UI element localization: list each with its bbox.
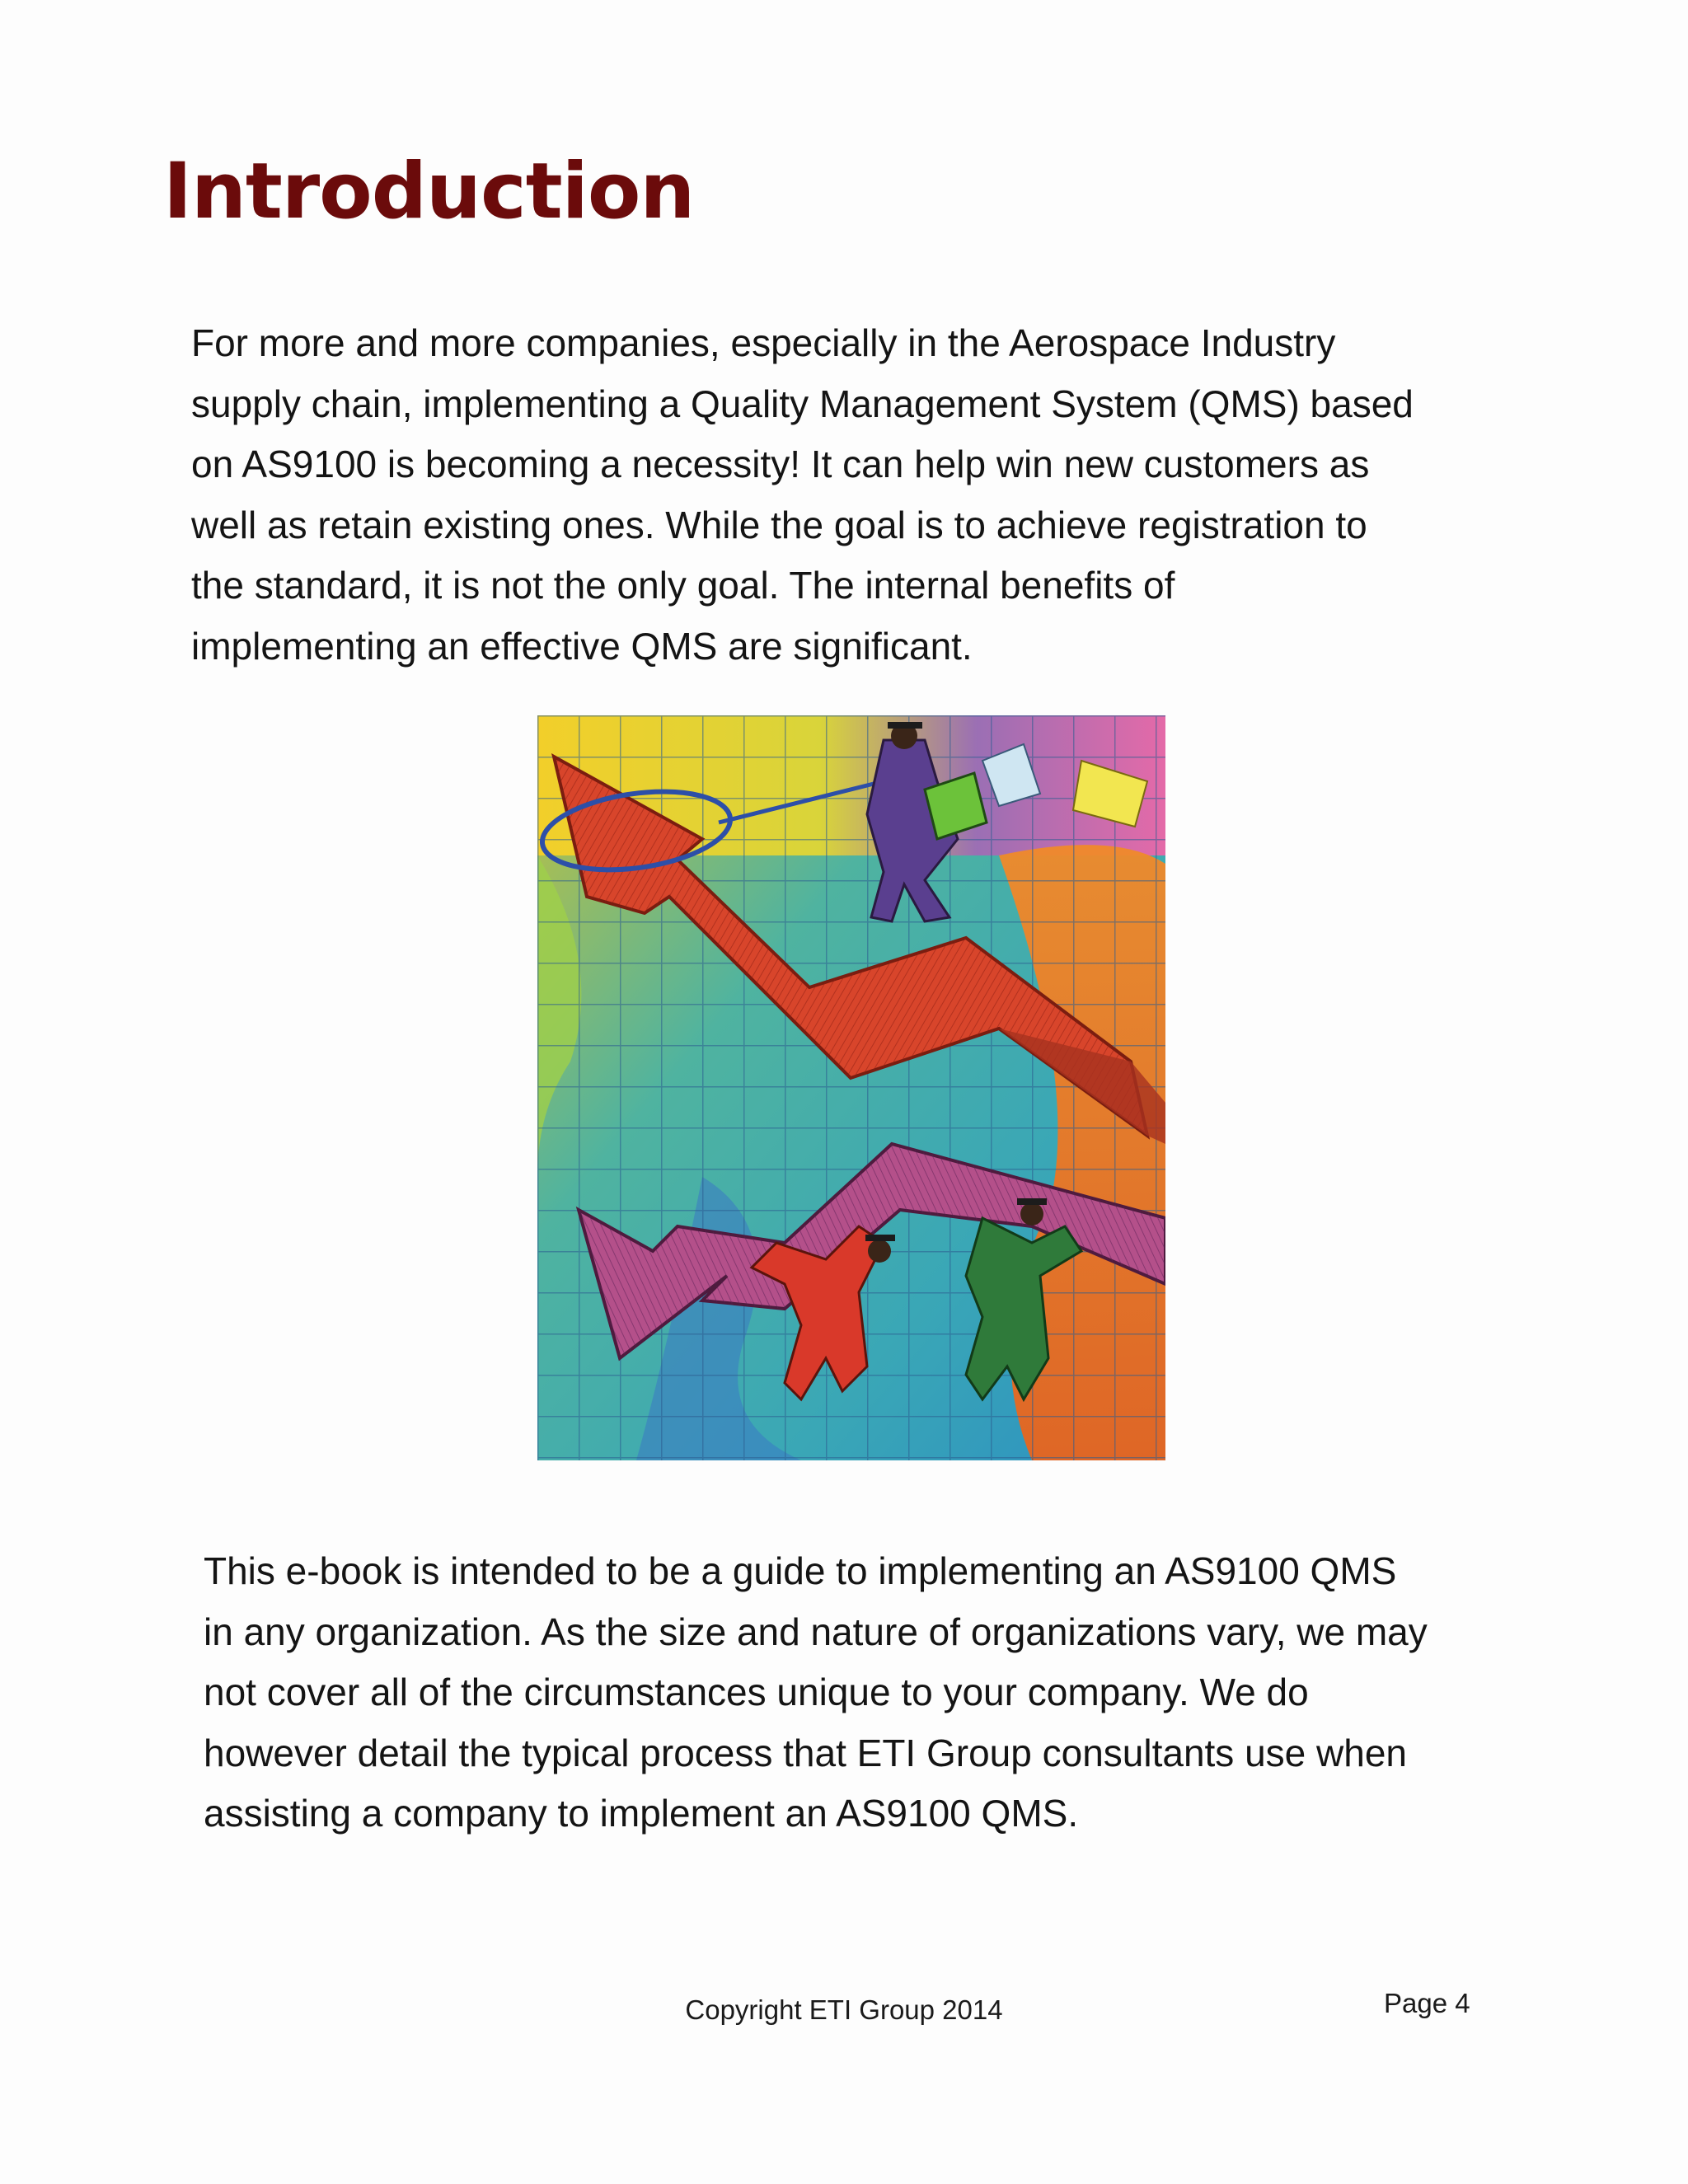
- intro-line: implementing an effective QMS are significant.: [191, 624, 973, 668]
- ebook-line: however detail the typical process that ETI Group consultants use when: [204, 1731, 1408, 1774]
- ebook-line: assisting a company to implement an AS9100 QMS.: [204, 1792, 1079, 1835]
- intro-line: supply chain, implementing a Quality Management System (QMS) based: [191, 382, 1414, 425]
- ebook-paragraph: [204, 1541, 1428, 1844]
- intro-line: For more and more companies, especially in the Aerospace Industry: [191, 321, 1336, 364]
- footer-copyright: Copyright ETI Group 2014: [685, 1994, 1003, 2025]
- illustration-artwork: [537, 715, 1165, 1460]
- intro-line: the standard, it is not the only goal. The internal benefits of: [191, 564, 1175, 607]
- intro-line: well as retain existing ones. While the goal is to achieve registration to: [191, 503, 1367, 546]
- page-title: Introduction: [163, 147, 695, 237]
- intro-line: on AS9100 is becoming a necessity! It can help win new customers as: [191, 443, 1370, 485]
- arrows-illustration: [537, 715, 1165, 1460]
- ebook-line: in any organization. As the size and nature of organizations vary, we may: [204, 1610, 1428, 1653]
- intro-paragraph: [191, 313, 1414, 677]
- page-number: Page 4: [1384, 1988, 1470, 2018]
- ebook-line: not cover all of the circumstances unique to your company. We do: [204, 1671, 1309, 1713]
- ebook-line: This e-book is intended to be a guide to implementing an AS9100 QMS: [204, 1549, 1397, 1592]
